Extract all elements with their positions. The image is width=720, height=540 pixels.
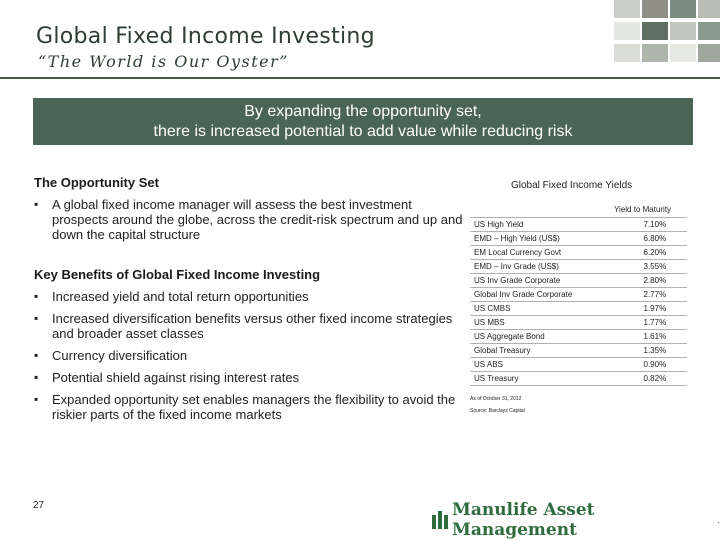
bullet-item: ▪ Currency diversification <box>34 348 464 363</box>
bullet-item: ▪ Increased yield and total return opportunities <box>34 289 464 304</box>
row-value: 1.97% <box>613 302 687 316</box>
logo-dot: . <box>717 514 720 526</box>
yields-date-note: As of October 31, 2012 <box>470 396 522 402</box>
row-label: US ABS <box>470 358 613 372</box>
row-value: 0.82% <box>613 372 687 386</box>
bullet-item: ▪ Expanded opportunity set enables managers the flexibility to avoid the riskier parts of the fixed income markets <box>34 392 464 422</box>
row-value: 1.61% <box>613 330 687 344</box>
slide-title: Global Fixed Income Investing <box>36 24 375 49</box>
row-value: 2.80% <box>613 274 687 288</box>
opportunity-bullet-list <box>34 197 464 242</box>
bullet-item: ▪ Potential shield against rising interest rates <box>34 370 464 385</box>
brand-name: Manulife Asset Management <box>452 500 595 540</box>
table-row <box>470 246 687 260</box>
row-value: 0.90% <box>613 358 687 372</box>
row-label: EMD – High Yield (US$) <box>470 232 613 246</box>
table-row <box>470 274 687 288</box>
bullet-item: ▪ Increased diversification benefits versus other fixed income strategies and broader asset classes <box>34 311 464 341</box>
opportunity-set-heading: The Opportunity Set <box>34 175 159 190</box>
key-message-banner <box>33 98 693 145</box>
bullet-item: ▪ A global fixed income manager will assess the best investment prospects around the globe, across the credit-risk spectrum and up and down the capital structure <box>34 197 464 242</box>
table-row <box>470 330 687 344</box>
benefits-bullet-list <box>34 289 464 422</box>
row-label: US Treasury <box>470 372 613 386</box>
table-row <box>470 316 687 330</box>
row-value: 6.20% <box>613 246 687 260</box>
table-row <box>470 218 687 232</box>
page-number: 27 <box>33 500 45 511</box>
row-label: US Aggregate Bond <box>470 330 613 344</box>
row-label: Global Treasury <box>470 344 613 358</box>
header-rule <box>0 77 720 79</box>
row-label: Global Inv Grade Corporate <box>470 288 613 302</box>
yields-table <box>470 217 687 386</box>
yields-source-note: Source: Barclays Capital <box>470 408 525 414</box>
table-row <box>470 232 687 246</box>
table-row <box>470 260 687 274</box>
slide-subtitle: “The World is Our Oyster” <box>38 52 289 71</box>
header-mosaic-decoration <box>612 0 720 76</box>
row-label: US CMBS <box>470 302 613 316</box>
row-value: 2.77% <box>613 288 687 302</box>
yield-to-maturity-header: Yield to Maturity <box>614 205 672 214</box>
table-row <box>470 302 687 316</box>
row-value: 3.55% <box>613 260 687 274</box>
banner-line-2: there is increased potential to add value while reducing risk <box>153 122 573 140</box>
row-value: 1.35% <box>613 344 687 358</box>
row-label: US High Yield <box>470 218 613 232</box>
row-value: 1.77% <box>613 316 687 330</box>
row-label: EM Local Currency Govt <box>470 246 613 260</box>
table-row <box>470 344 687 358</box>
row-label: US MBS <box>470 316 613 330</box>
table-row <box>470 358 687 372</box>
banner-line-1: By expanding the opportunity set, <box>244 102 482 120</box>
row-label: EMD – Inv Grade (US$) <box>470 260 613 274</box>
row-value: 7.10% <box>613 218 687 232</box>
row-value: 6.80% <box>613 232 687 246</box>
row-label: US Inv Grade Corporate <box>470 274 613 288</box>
table-row <box>470 372 687 386</box>
yields-table-title: Global Fixed Income Yields <box>511 180 633 191</box>
manulife-logo-mark-icon <box>432 511 448 529</box>
key-benefits-heading: Key Benefits of Global Fixed Income Investing <box>34 267 321 282</box>
table-row <box>470 288 687 302</box>
manulife-logo <box>432 500 720 540</box>
